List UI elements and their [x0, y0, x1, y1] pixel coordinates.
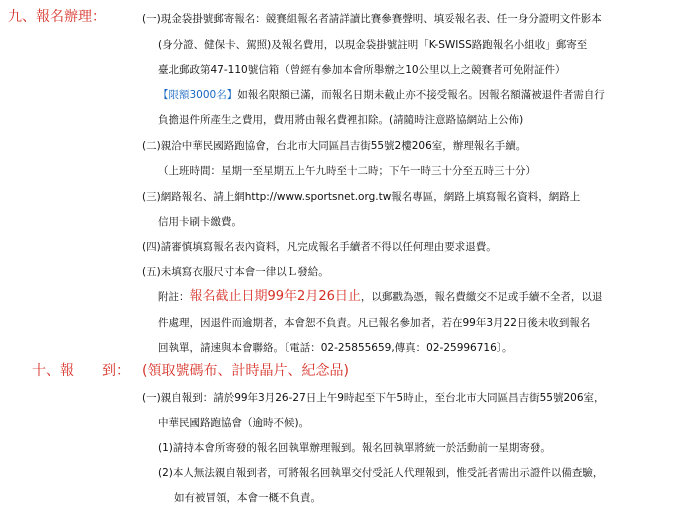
item1-line1: (一)現金袋掛號郵寄報名：競賽組報名者請詳讀比賽參賽聲明、填妥報名表、任一身分證明文件影本 — [142, 13, 602, 25]
item1-line4 — [158, 88, 605, 102]
item1-line2: (身分證、健保卡、駕照)及報名費用，以現金袋掛號註明「K-SWISS路跑報名小組收」郵寄至 — [158, 39, 588, 51]
note-line2: 件處理，因退件而逾期者，本會恕不負責。凡已報名參加者，若在99年3月22日後未收到報名 — [158, 317, 591, 329]
section-ten-heading: 十、報 到： — [32, 363, 130, 379]
note-line1-rest: ，以郵戳為憑，報名費繳交不足或手續不全者，以退 — [360, 291, 603, 303]
limit-text: 如報名限額已滿，而報名日期未截止亦不接受報名。因報名額滿被退件者需自行 — [237, 89, 605, 101]
deadline-text: 報名截止日期99年2月26日止 — [189, 289, 361, 304]
item2-line2: （上班時間：星期一至星期五上午九時至十二時；下午一時三十分至五時三十分） — [158, 165, 536, 177]
note-line3: 回執單，請速與本會聯絡。〔電話：02-25855659,傳真：02-25996716〕。 — [158, 342, 513, 354]
item4-line: (四)請審慎填寫報名表內資料，凡完成報名手續者不得以任何理由要求退費。 — [142, 241, 497, 253]
item3-line1: (三)網路報名、請上網http://www.sportsnet.org.tw報名專區，網路上填寫報名資料，網路上 — [142, 191, 581, 203]
limit-label: 【限額3000名】 — [158, 89, 238, 101]
checkin-sub2-line1: (2)本人無法親自報到者，可將報名回執單交付受託人代理報到，惟受託者需出示證件以備查驗， — [158, 467, 604, 479]
note-prefix: 附註： — [158, 291, 190, 303]
checkin-sub1: (1)請持本會所寄發的報名回執單辦理報到。報名回執單將統一於活動前一星期寄發。 — [158, 442, 551, 454]
checkin-line2: 中華民國路跑協會（逾時不候)。 — [158, 417, 310, 429]
note-line1 — [158, 290, 602, 304]
checkin-line1: (一)親自報到：請於99年3月26-27日上午9時起至下午5時止，至台北市大同區昌吉街55號206室， — [142, 392, 605, 404]
item1-line3: 臺北郵政第47-110號信箱（曾經有參加本會所舉辦之10公里以上之競賽者可免附証件） — [158, 64, 566, 76]
checkin-sub2-line2: 如有被冒領，本會一概不負責。 — [174, 492, 321, 504]
section-nine-heading: 九、報名辦理： — [8, 9, 106, 25]
item3-line2: 信用卡刷卡繳費。 — [158, 216, 242, 228]
item5-line: (五)未填寫衣服尺寸本會一律以Ｌ發給。 — [142, 266, 329, 278]
item1-line5: 負擔退件所產生之費用，費用將由報名費裡扣除。(請隨時注意路協網站上公佈) — [158, 114, 524, 126]
item2-line1: (二)親洽中華民國路跑協會，台北市大同區昌吉街55號2樓206室，辦理報名手續。 — [142, 140, 527, 152]
section-ten-subheading: (領取號碼布、計時晶片、紀念品) — [142, 363, 349, 379]
